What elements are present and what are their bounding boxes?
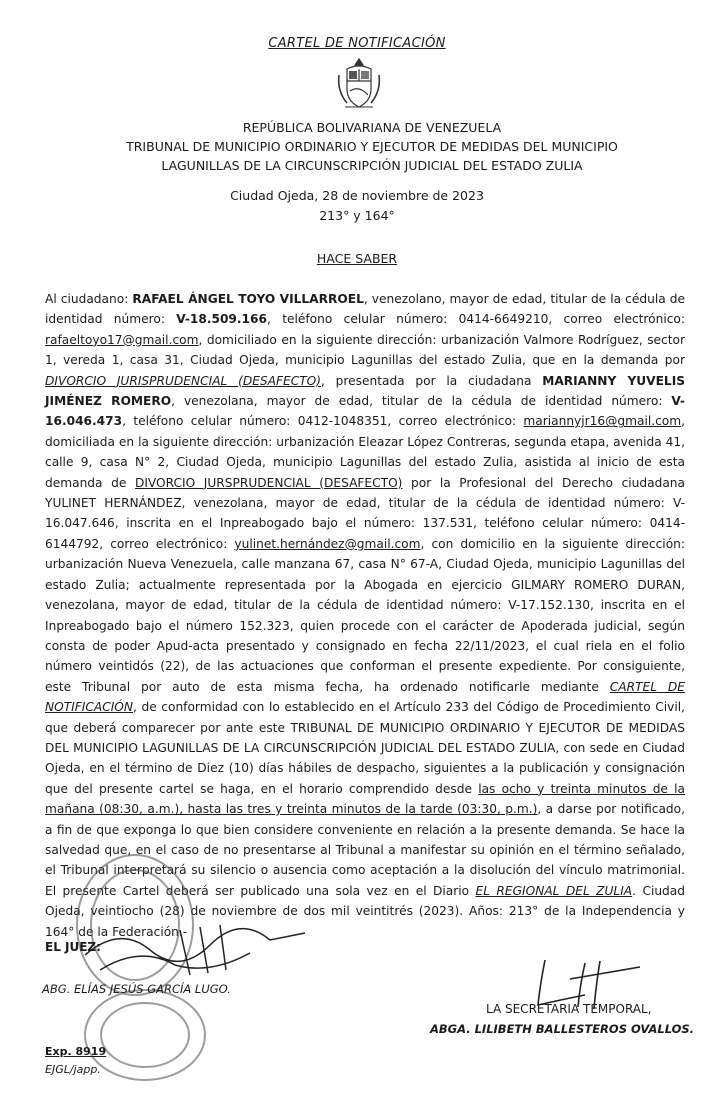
document-title: CARTEL DE NOTIFICACIÓN <box>268 36 446 51</box>
judge-label: EL JUEZ: <box>45 940 101 954</box>
body-run: , con domicilio en la siguiente dirección: urbanización Nueva Venezuela, calle manzana 67, casa N° 67-A, Ciudad Ojeda, municipio Lagunillas del estado Zulia; actualmente representada por la Abogada en ejercicio GILMARY ROMERO DURAN, venezolana, mayor de edad, titular de la cédula de identidad número: V-17.152.130, inscrita en el Inpreabogado bajo el número 152.323, quien procede con el carácter de Apoderada judicial, según consta de poder Apud-acta presentado y consignado en fecha 22/11/2023, el cual riela en el folio número veintidós (22), de las actuaciones que conforman el presente expediente. Por consiguiente, este Tribunal por auto de esta misma fecha, ha ordenado notificarle mediante <box>45 536 685 694</box>
body-run: , domiciliado en la siguiente dirección: urbanización Valmore Rodríguez, sector 1, vereda 1, casa 31, Ciudad Ojeda, municipio Lagunillas del estado Zulia, que en la demanda por <box>45 332 685 368</box>
body-run: , venezolano, mayor de edad, titular de la cédula de identidad número: <box>45 292 685 327</box>
body-run: V-16.046.473 <box>45 394 685 429</box>
body-run: DIVORCIO JURSPRUDENCIAL (DESAFECTO) <box>134 475 403 490</box>
header-line-tribunal: TRIBUNAL DE MUNICIPIO ORDINARIO Y EJECUTOR DE MEDIDAS DEL MUNICIPIO <box>126 139 618 154</box>
body-run: , de conformidad con lo establecido en el Artículo 233 del Código de Procedimiento Civil, que deberá comparecer por ante este TRIBUNAL DE MUNICIPIO ORDINARIO Y EJECUTOR DE MEDIDAS DEL MUNICIPIO LAGUNILLAS DE LA CIRCUNSCRIPCIÓN JUDICIAL DEL ESTADO ZULIA, con sede en Ciudad Ojeda, en el término de Diez (10) días hábiles de despacho, siguientes a la publicación y consignación que del presente cartel se haga, en el horario comprendido desde <box>45 700 685 796</box>
secretary-name: ABGA. LILIBETH BALLESTEROS OVALLOS. <box>430 1022 695 1036</box>
body-run: mariannyjr16@gmail.com <box>523 414 682 429</box>
judge-name: ABG. ELÍAS JESÚS GARCÍA LUGO. <box>42 982 231 996</box>
body-run: V-18.509.166 <box>176 312 267 327</box>
body-run: las ocho y treinta minutos de la mañana (08:30, a.m.), hasta las tres y treinta minutos de la tarde (03:30, p.m.) <box>45 781 685 817</box>
body-run: . Ciudad Ojeda, veintiocho (28) de noviembre de dos mil veintitrés (2023). Años: 213° de la Independencia y 164° de la Federación.- <box>45 883 686 939</box>
hace-saber-heading: HACE SABER <box>316 251 398 266</box>
date-block <box>0 186 714 226</box>
years-line: 213° y 164° <box>319 208 395 223</box>
body-run: yulinet.hernández@gmail.com <box>234 536 421 551</box>
body-run: Al ciudadano: <box>45 292 133 306</box>
header-line-jurisdiction: LAGUNILLAS DE LA CIRCUNSCRIPCIÓN JUDICIAL DEL ESTADO ZULIA <box>161 158 583 173</box>
secretary-title: LA SECRETARIA TEMPORAL, <box>486 1002 652 1016</box>
body-run: , teléfono celular número: 0414-6649210, correo electrónico: <box>266 312 685 327</box>
body-run: , teléfono celular número: 0412-1048351, correo electrónico: <box>122 414 524 429</box>
body-run: EL REGIONAL DEL ZULIA <box>475 883 633 898</box>
coat-of-arms-icon <box>335 55 383 113</box>
body-run: CARTEL DE NOTIFICACIÓN <box>45 679 685 715</box>
body-run: , venezolana, mayor de edad, titular de la cédula de identidad número: <box>171 394 672 409</box>
body-run: por la Profesional del Derecho ciudadana YULINET HERNÁNDEZ, venezolana, mayor de edad, titular de la cédula de identidad número: V-16.047.646, inscrita en el Inpreabogado bajo el número: 137.531, teléfono celular número: 0414-6144792, correo electrónico: <box>45 475 685 551</box>
body-run: rafaeltoyo17@gmail.com <box>45 332 199 347</box>
body-run: MARIANNY YUVELIS JIMÉNEZ ROMERO <box>45 373 686 409</box>
date-line: Ciudad Ojeda, 28 de noviembre de 2023 <box>230 188 484 203</box>
body-run: RAFAEL ÁNGEL TOYO VILLARROEL <box>132 292 364 306</box>
body-run: DIVORCIO JURISPRUDENCIAL (DESAFECTO) <box>45 373 322 388</box>
header-line-republic: REPÚBLICA BOLIVARIANA DE VENEZUELA <box>242 120 502 135</box>
body-run: , presentada por la ciudadana <box>321 373 543 388</box>
body-run: , a darse por notificado, a fin de que exponga lo que bien considere conveniente en relación a la presente demanda. Se hace la salvedad que, en el caso de no presentarse al Tribunal a manifestar su opinión en el término señalado, el Tribunal interpretará su silencio o ausencia como aceptación a la disolución del vínculo matrimonial. El presente Cartel deberá ser publicado una sola vez en el Diario <box>45 802 685 898</box>
reference-initials: EJGL/japp. <box>45 1063 101 1076</box>
handwritten-signature-judge <box>80 915 310 985</box>
expediente-number: Exp. 8919 <box>45 1045 107 1058</box>
body-run: , domiciliada en la siguiente dirección: urbanización Eleazar López Contreras, segunda etapa, avenida 41, calle 9, casa N° 2, Ciudad Ojeda, municipio Lagunillas del estado Zulia, asistida al inicio de esta demanda de <box>45 414 685 490</box>
court-header <box>80 118 664 175</box>
